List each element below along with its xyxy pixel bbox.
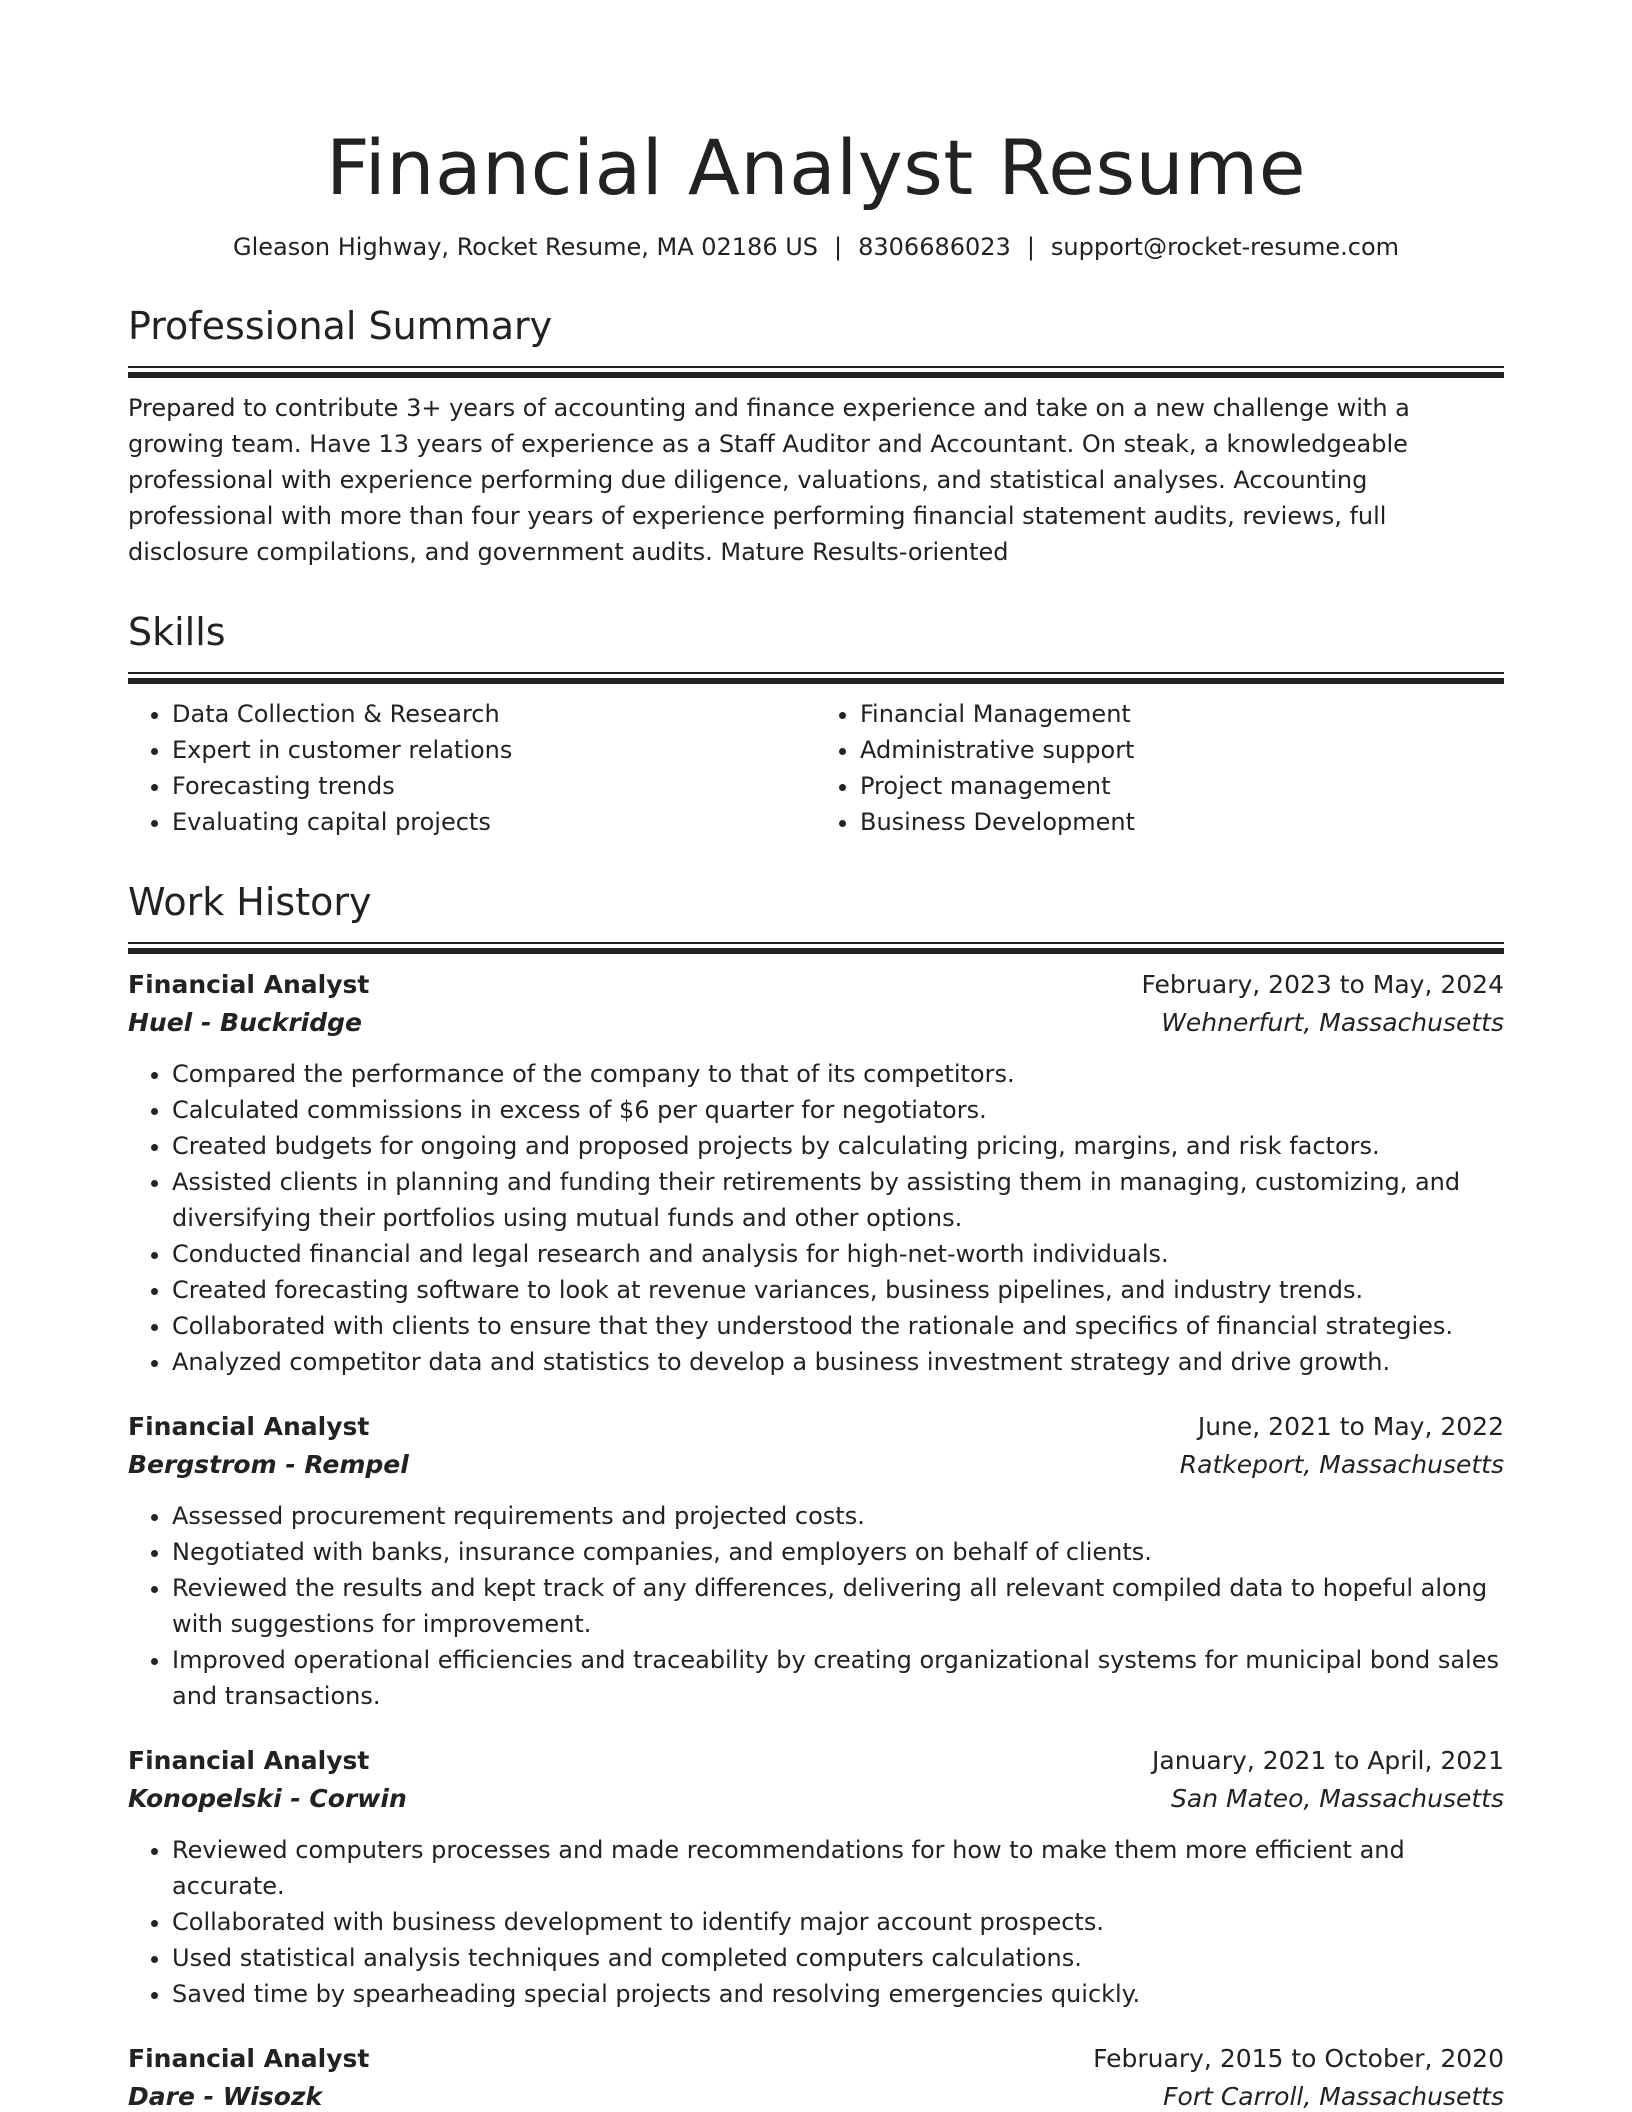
section-divider — [128, 942, 1504, 944]
job-company: Konopelski - Corwin — [128, 1784, 407, 1813]
contact-address: Gleason Highway, Rocket Resume, MA 02186 US — [232, 233, 819, 261]
job-dates: February, 2015 to October, 2020 — [1093, 2044, 1504, 2073]
section-divider — [128, 672, 1504, 674]
job-bullet: • Collaborated with business development to identify major account prospects. — [172, 1904, 1504, 1940]
job-location: Wehnerfurt, Massachusetts — [1161, 1008, 1504, 1037]
job-bullet: • Assisted clients in planning and funding their retirements by assisting them in managing, customizing, and diversifying their portfolios using mutual funds and other options. — [172, 1164, 1504, 1236]
job-entry — [128, 2040, 1504, 2112]
resume-title: Financial Analyst Resume — [325, 123, 1307, 212]
work-section — [128, 878, 1504, 2112]
skills-list-left — [128, 696, 816, 840]
job-company: Dare - Wisozk — [128, 2082, 323, 2111]
summary-heading: Professional Summary — [128, 304, 553, 348]
skill-item: • Administrative support — [860, 732, 1504, 768]
job-bullet: • Created forecasting software to look at revenue variances, business pipelines, and industry trends. — [172, 1272, 1504, 1308]
job-title: Financial Analyst — [128, 1746, 370, 1775]
contact-email: support@rocket-resume.com — [1050, 233, 1400, 261]
job-dates: January, 2021 to April, 2021 — [1152, 1746, 1504, 1775]
skill-item: • Forecasting trends — [172, 768, 816, 804]
job-company: Bergstrom - Rempel — [128, 1450, 409, 1479]
job-bullet: • Collaborated with clients to ensure that they understood the rationale and specifics of financial strategies. — [172, 1308, 1504, 1344]
skill-item: • Expert in customer relations — [172, 732, 816, 768]
job-entry — [128, 1742, 1504, 2012]
job-bullet: • Conducted financial and legal research and analysis for high-net-worth individuals. — [172, 1236, 1504, 1272]
work-heading: Work History — [128, 880, 372, 924]
skill-item: • Project management — [860, 768, 1504, 804]
job-bullet: • Used statistical analysis techniques and completed computers calculations. — [172, 1940, 1504, 1976]
summary-section — [128, 302, 1504, 570]
contact-separator: | — [1026, 233, 1035, 261]
job-bullet: • Reviewed computers processes and made recommendations for how to make them more efficient and accurate. — [172, 1832, 1504, 1904]
skill-item: • Business Development — [860, 804, 1504, 840]
job-dates: June, 2021 to May, 2022 — [1197, 1412, 1504, 1441]
job-bullet: • Saved time by spearheading special projects and resolving emergencies quickly. — [172, 1976, 1504, 2012]
job-title: Financial Analyst — [128, 1412, 370, 1441]
job-company: Huel - Buckridge — [128, 1008, 362, 1037]
job-dates: February, 2023 to May, 2024 — [1141, 970, 1504, 999]
job-entry — [128, 966, 1504, 1380]
job-bullet: • Reviewed the results and kept track of any differences, delivering all relevant compiled data to hopeful along with suggestions for improvement. — [172, 1570, 1504, 1642]
skills-section — [128, 608, 1504, 840]
job-bullet: • Improved operational efficiencies and traceability by creating organizational systems for municipal bond sales and transactions. — [172, 1642, 1504, 1714]
job-bullet: • Compared the performance of the company to that of its competitors. — [172, 1056, 1504, 1092]
job-location: Fort Carroll, Massachusetts — [1163, 2082, 1504, 2111]
job-location: Ratkeport, Massachusetts — [1179, 1450, 1504, 1479]
skills-columns — [128, 696, 1504, 840]
skills-list-right — [816, 696, 1504, 840]
contact-separator: | — [834, 233, 843, 261]
summary-text: Prepared to contribute 3+ years of accounting and finance experience and take on a new challenge with a growing team. Have 13 years of experience as a Staff Auditor and Accountant. On steak, a knowledgeable professional with experience performing due diligence, valuations, and statistical analyses. Accounting professional with more than four years of experience performing financial statement audits, reviews, full disclosure compilations, and government audits. Mature Results-oriented — [128, 394, 1410, 566]
job-entry — [128, 1408, 1504, 1714]
job-bullets — [128, 1832, 1504, 2012]
skill-item: • Evaluating capital projects — [172, 804, 816, 840]
job-location: San Mateo, Massachusetts — [1171, 1784, 1504, 1813]
skill-item: • Data Collection & Research — [172, 696, 816, 732]
skill-item: • Financial Management — [860, 696, 1504, 732]
job-bullet: • Analyzed competitor data and statistics to develop a business investment strategy and drive growth. — [172, 1344, 1504, 1380]
job-bullet: • Created budgets for ongoing and proposed projects by calculating pricing, margins, and risk factors. — [172, 1128, 1504, 1164]
section-divider — [128, 366, 1504, 368]
job-bullet: • Calculated commissions in excess of $6 per quarter for negotiators. — [172, 1092, 1504, 1128]
skills-heading: Skills — [128, 610, 226, 654]
contact-phone: 8306686023 — [858, 233, 1011, 261]
job-bullets — [128, 1056, 1504, 1380]
job-bullet: • Assessed procurement requirements and projected costs. — [172, 1498, 1504, 1534]
job-bullets — [128, 1498, 1504, 1714]
contact-line — [128, 230, 1504, 264]
job-title: Financial Analyst — [128, 970, 370, 999]
job-title: Financial Analyst — [128, 2044, 370, 2073]
job-bullet: • Negotiated with banks, insurance companies, and employers on behalf of clients. — [172, 1534, 1504, 1570]
